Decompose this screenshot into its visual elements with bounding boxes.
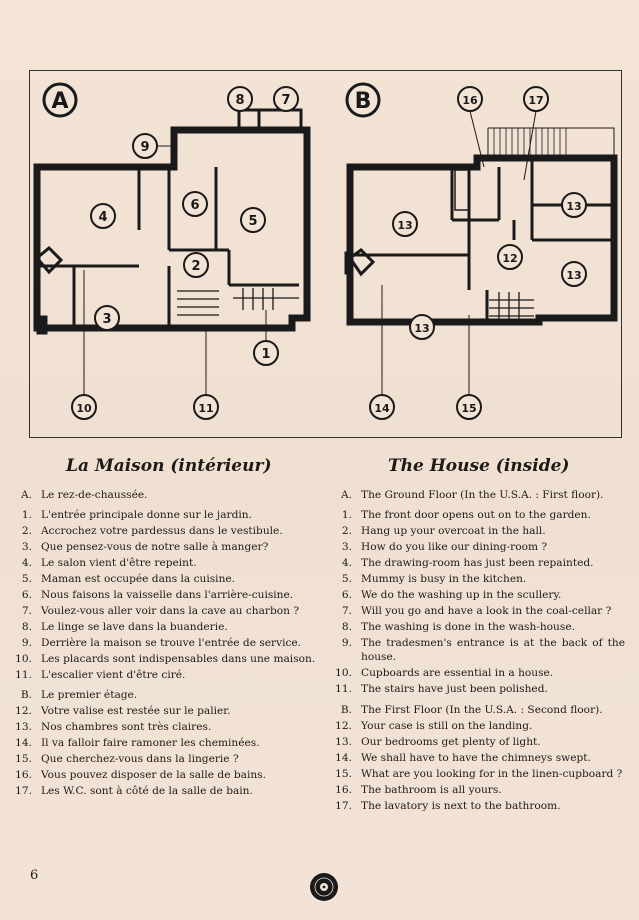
list-item [328,488,625,502]
list-item [328,556,625,570]
item-number: 17. [15,785,32,798]
svg-text:16: 16 [462,94,478,107]
marker-2 [184,253,208,277]
list-item [8,556,321,570]
item-number: 11. [15,669,32,682]
list-item [8,736,321,750]
svg-text:2: 2 [191,259,201,274]
marker-4 [91,204,115,228]
list-item [8,784,321,798]
list-item [328,799,625,813]
marker-1 [254,341,278,365]
item-text: Il va falloir faire ramoner les cheminées. [41,737,260,750]
item-number: 12. [15,705,32,718]
list-item [328,735,625,749]
item-text: Vous pouvez disposer de la salle de bains. [41,769,266,782]
item-text: The Ground Floor (In the U.S.A. : First floor). [361,489,604,501]
item-text: Les placards sont indispensables dans une maison. [41,653,316,666]
item-number: 13. [335,735,352,748]
marker-13-c [562,262,586,286]
list-item [328,703,625,717]
list-item [8,768,321,782]
marker-13-a [393,212,417,236]
list-item [8,588,321,602]
marker-10 [72,395,96,419]
item-text: Hang up your overcoat in the hall. [361,525,546,538]
item-number: 1. [341,509,352,522]
item-text: Will you go and have a look in the coal-cellar ? [361,605,612,618]
plan-b-label [347,84,379,116]
svg-text:3: 3 [102,312,112,327]
item-number: 2. [341,525,352,538]
item-number: 9. [21,637,32,650]
item-text: The stairs have just been polished. [361,683,548,696]
item-number: 4. [341,557,352,570]
item-number: 14. [15,737,32,750]
list-item [328,636,625,664]
item-number: 3. [341,541,352,554]
svg-text:13: 13 [397,219,413,232]
list-item [328,524,625,538]
item-number: 7. [341,605,352,618]
svg-text:11: 11 [198,402,214,415]
marker-6 [183,192,207,216]
item-number: 1. [21,509,32,522]
list-item [328,572,625,586]
marker-14 [370,395,394,419]
list-item [8,668,321,682]
svg-text:13: 13 [566,200,582,213]
item-text: The First Floor (In the U.S.A. : Second floor). [361,703,603,716]
item-text: L'entrée principale donne sur le jardin. [41,509,252,522]
marker-16 [458,87,482,111]
french-list [8,488,321,800]
svg-text:12: 12 [502,252,518,265]
item-number: 15. [15,753,32,766]
list-item [8,620,321,634]
list-item [328,588,625,602]
svg-text:14: 14 [374,402,390,415]
item-number: 10. [335,667,352,680]
list-item [328,783,625,797]
item-text: The washing is done in the wash-house. [361,621,575,634]
item-text: Derrière la maison se trouve l'entrée de service. [41,637,302,650]
item-text: Accrochez votre pardessus dans le vestibule. [41,525,283,538]
list-item [8,688,321,702]
svg-text:13: 13 [414,322,430,335]
item-text: The tradesmen's entrance is at the back of the house. [361,637,625,664]
list-item [8,752,321,766]
list-item [8,652,321,666]
item-number: 5. [341,573,352,586]
marker-8 [228,87,252,111]
item-text: Your case is still on the landing. [361,719,533,732]
item-text: How do you like our dining-room ? [361,541,548,554]
item-number: 8. [21,621,32,634]
item-number: 17. [335,799,352,812]
plan-a-letter: A [51,89,69,114]
plan-a-label [44,84,76,116]
french-heading: La Maison (intérieur) [66,456,272,476]
item-text: Le salon vient d'être repeint. [41,557,197,570]
list-item [328,751,625,765]
item-text: Le premier étage. [41,689,138,702]
svg-text:8: 8 [235,93,245,108]
item-text: Que pensez-vous de notre salle à manger? [41,541,269,554]
plan-b-letter: B [354,89,372,114]
item-number: 2. [21,525,32,538]
item-text: Nous faisons la vaisselle dans l'arrière-cuisine. [41,589,294,602]
marker-7 [274,87,298,111]
item-number: 13. [15,721,32,734]
item-number: 15. [335,767,352,780]
marker-5 [241,208,265,232]
item-text: The bathroom is all yours. [361,783,502,796]
marker-12 [498,245,522,269]
item-text: Le linge se lave dans la buanderie. [41,621,228,634]
svg-text:1: 1 [261,347,271,362]
list-item [8,704,321,718]
item-text: Voulez-vous aller voir dans la cave au charbon ? [41,605,299,618]
svg-text:9: 9 [140,140,150,155]
svg-text:10: 10 [76,402,92,415]
item-number: 16. [15,769,32,782]
item-number: A. [20,489,32,501]
list-item [8,572,321,586]
item-text: Votre valise est restée sur le palier. [41,705,231,718]
english-heading: The House (inside) [388,456,570,476]
list-item [8,604,321,618]
item-number: B. [340,703,352,716]
item-text: Les W.C. sont à côté de la salle de bain. [41,785,253,798]
english-list [328,488,625,815]
svg-text:15: 15 [461,402,477,415]
item-number: 11. [335,683,352,696]
item-text: We do the washing up in the scullery. [361,589,562,602]
marker-11 [194,395,218,419]
item-text: L'escalier vient d'être ciré. [41,669,186,682]
item-number: 10. [15,653,32,666]
item-text: The lavatory is next to the bathroom. [361,799,561,812]
marker-9 [133,134,157,158]
list-item [328,620,625,634]
item-number: 8. [341,621,352,634]
svg-text:5: 5 [248,214,258,229]
list-item [328,540,625,554]
list-item [8,488,321,502]
list-item [328,682,625,696]
svg-text:17: 17 [528,94,544,107]
item-text: Nos chambres sont très claires. [41,721,212,734]
list-item [328,767,625,781]
item-number: 12. [335,719,352,732]
list-item [8,508,321,522]
list-item [8,720,321,734]
svg-text:4: 4 [98,210,108,225]
list-item [328,508,625,522]
list-item [8,636,321,650]
item-text: The drawing-room has just been repainted. [361,557,594,570]
item-text: Our bedrooms get plenty of light. [361,735,541,748]
item-number: 5. [21,573,32,586]
item-number: 16. [335,783,352,796]
record-logo-icon [309,872,339,902]
item-number: 3. [21,541,32,554]
marker-15 [457,395,481,419]
list-item [328,719,625,733]
svg-text:7: 7 [281,93,291,108]
item-number: 6. [21,589,32,602]
list-item [328,666,625,680]
item-number: B. [20,689,32,702]
marker-17 [524,87,548,111]
floor-plans [29,70,622,438]
item-text: Mummy is busy in the kitchen. [361,573,527,586]
item-text: We shall have to have the chimneys swept. [361,751,591,764]
marker-13-b [562,193,586,217]
item-text: The front door opens out on to the garden. [361,509,591,522]
item-text: What are you looking for in the linen-cupboard ? [361,767,623,780]
marker-13-d [410,315,434,339]
page-number: 6 [30,868,39,883]
svg-text:13: 13 [566,269,582,282]
item-number: 14. [335,751,352,764]
item-number: 9. [341,637,352,650]
item-number: 4. [21,557,32,570]
item-text: Maman est occupée dans la cuisine. [41,573,236,586]
list-item [8,540,321,554]
item-text: Cupboards are essential in a house. [361,667,554,680]
item-number: 6. [341,589,352,602]
item-text: Le rez-de-chaussée. [41,489,148,501]
item-number: 7. [21,605,32,618]
item-text: Que cherchez-vous dans la lingerie ? [41,753,239,766]
list-item [8,524,321,538]
item-number: A. [340,489,352,501]
svg-text:6: 6 [190,198,200,213]
marker-3 [95,306,119,330]
list-item [328,604,625,618]
